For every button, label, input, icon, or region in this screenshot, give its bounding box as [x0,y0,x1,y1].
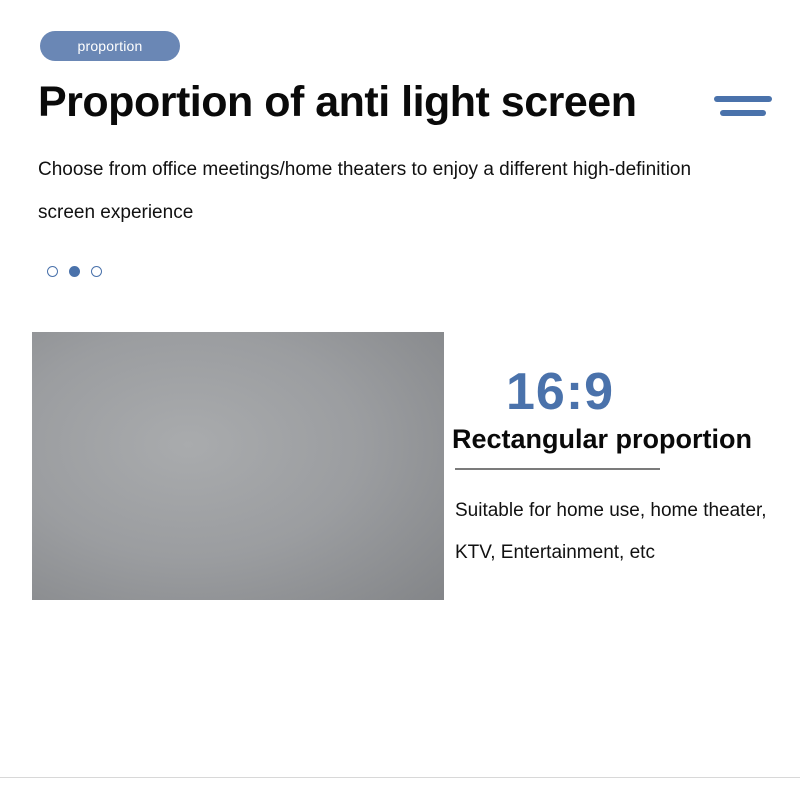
carousel-dots[interactable] [47,266,102,277]
mark-bar-bottom [720,110,766,116]
bottom-divider [0,777,800,778]
aspect-ratio-value: 16:9 [506,363,615,421]
section-divider [455,468,660,470]
carousel-dot-1[interactable] [47,266,58,277]
title-underline-mark [714,88,772,124]
page-title: Proportion of anti light screen [38,78,637,126]
projector-screen-image [32,332,444,600]
aspect-ratio-description: Suitable for home use, home theater, KTV, Entertainment, etc [455,500,767,563]
carousel-dot-3[interactable] [91,266,102,277]
mark-bar-top [714,96,772,102]
aspect-ratio-title: Rectangular proportion [452,424,753,454]
page-subtitle: Choose from office meetings/home theaters to enjoy a different high-definition screen experience [38,159,692,223]
proportion-badge: proportion [40,31,180,61]
carousel-dot-2[interactable] [69,266,80,277]
